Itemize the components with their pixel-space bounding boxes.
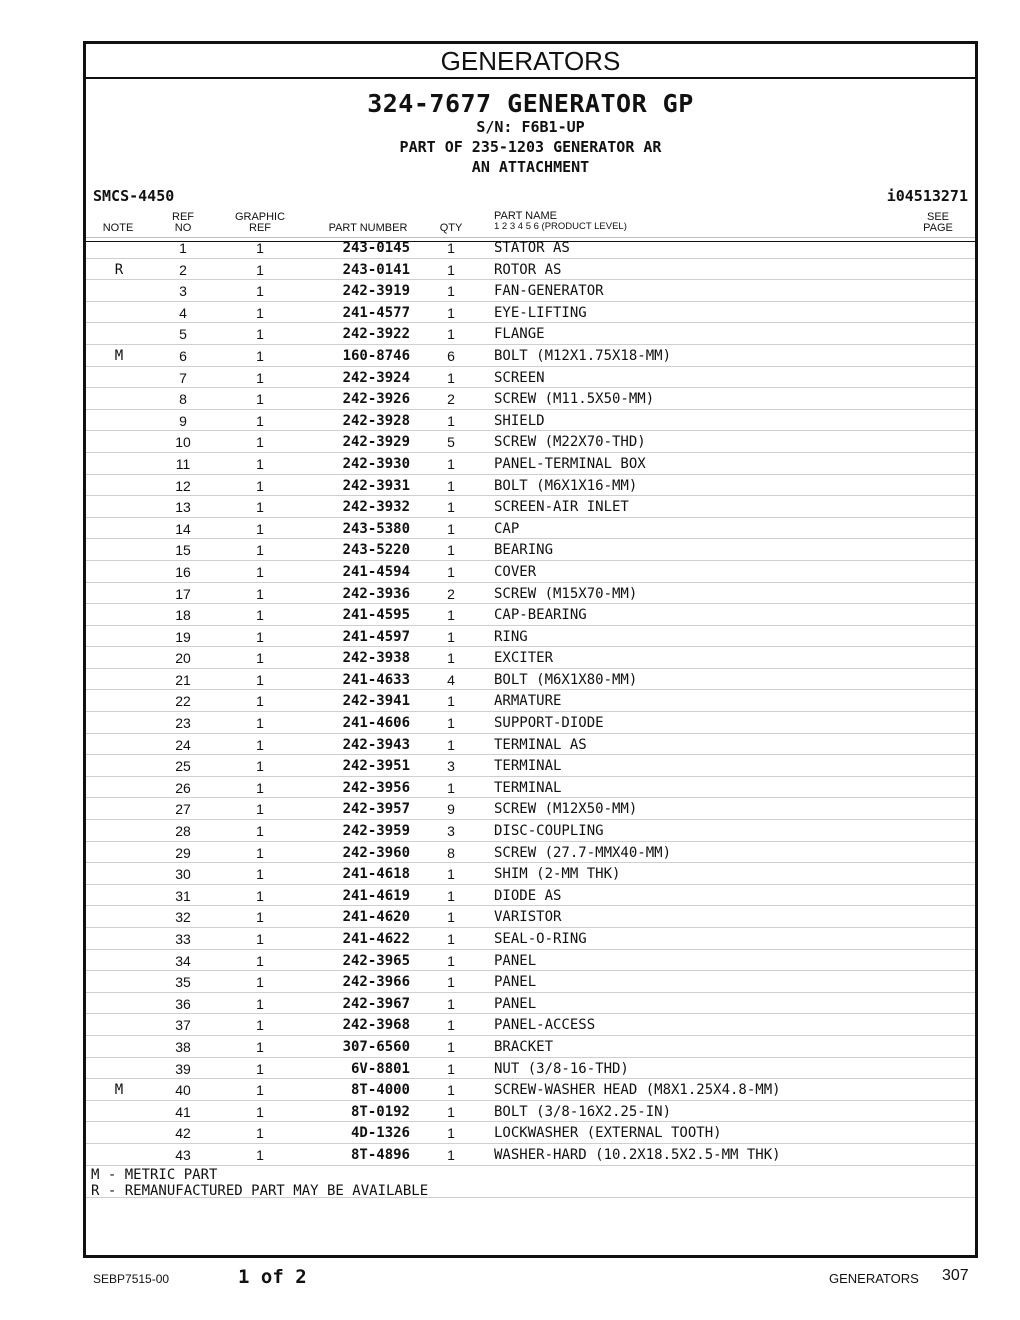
- graphic-ref-cell: 1: [256, 650, 264, 667]
- graphic-ref-cell: 1: [256, 779, 264, 796]
- ref-number-cell: 15: [175, 542, 191, 559]
- part-name-cell: VARISTOR: [494, 909, 562, 926]
- quantity-cell: 1: [447, 261, 455, 278]
- col-ref-top: REF: [172, 211, 194, 223]
- graphic-ref-cell: 1: [256, 693, 264, 710]
- ref-number-cell: 21: [175, 671, 191, 688]
- quantity-cell: 1: [447, 974, 455, 991]
- table-row: [86, 755, 975, 777]
- quantity-cell: 1: [447, 909, 455, 926]
- table-row: [86, 993, 975, 1015]
- col-see-top: SEE: [926, 211, 949, 223]
- parts-list-frame: [83, 41, 978, 1258]
- ref-number-cell: 8: [179, 391, 187, 408]
- part-name-cell: EXCITER: [494, 650, 554, 667]
- graphic-ref-cell: 1: [256, 628, 264, 645]
- ref-number-cell: 9: [179, 412, 187, 429]
- serial-number: S/N: F6B1-UP: [476, 118, 585, 136]
- graphic-ref-cell: 1: [256, 412, 264, 429]
- ref-number-cell: 3: [179, 283, 187, 300]
- part-number-cell: 242-3938: [342, 650, 410, 667]
- ref-number-cell: 33: [175, 931, 191, 947]
- part-number-cell: 242-3966: [342, 974, 410, 991]
- ref-number-cell: 4: [179, 304, 187, 321]
- part-number-cell: 242-3929: [342, 434, 410, 451]
- graphic-ref-cell: 1: [256, 240, 264, 256]
- ref-number-cell: 16: [175, 563, 191, 580]
- graphic-ref-cell: 1: [256, 866, 264, 883]
- part-name-cell: SCREEN-AIR INLET: [494, 499, 629, 516]
- ref-number-cell: 24: [175, 736, 191, 753]
- ref-number-cell: 31: [175, 887, 191, 904]
- quantity-cell: 1: [447, 326, 455, 343]
- col-ref-bottom: NO: [174, 222, 192, 234]
- part-name-cell: CAP-BEARING: [494, 607, 587, 624]
- table-row: [86, 323, 975, 345]
- graphic-ref-cell: 1: [256, 304, 264, 321]
- quantity-cell: 1: [447, 542, 455, 559]
- part-name-cell: SCREW (M22X70-THD): [494, 434, 646, 451]
- table-row: [86, 712, 975, 734]
- col-see-bottom: PAGE: [923, 222, 953, 234]
- part-number-cell: 4D-1326: [350, 1125, 410, 1142]
- publication-number: SEBP7515-00: [93, 1272, 170, 1286]
- quantity-cell: 1: [447, 628, 455, 645]
- quantity-cell: 1: [447, 1082, 455, 1099]
- part-number-cell: 243-0141: [342, 261, 410, 278]
- part-number-cell: 242-3968: [342, 1017, 410, 1034]
- table-row: [86, 453, 975, 475]
- part-name-cell: SCREEN: [494, 369, 545, 386]
- col-graphic-top: GRAPHIC: [234, 211, 286, 223]
- quantity-cell: 1: [447, 283, 455, 300]
- part-name-cell: PANEL: [494, 995, 537, 1012]
- col-part-number: PART NUMBER: [328, 222, 408, 234]
- graphic-ref-cell: 1: [256, 283, 264, 300]
- part-name-cell: PANEL-ACCESS: [494, 1017, 596, 1034]
- quantity-cell: 1: [447, 1060, 455, 1077]
- part-number-cell: 242-3943: [342, 736, 410, 753]
- part-number-cell: 242-3932: [342, 499, 410, 516]
- quantity-cell: 2: [447, 391, 455, 408]
- part-number-cell: 242-3941: [342, 693, 410, 710]
- part-name-cell: PANEL: [494, 952, 537, 969]
- graphic-ref-cell: 1: [256, 1038, 264, 1055]
- table-row: [86, 1079, 975, 1101]
- quantity-cell: 1: [447, 1017, 455, 1034]
- part-name-cell: NUT (3/8-16-THD): [494, 1060, 629, 1077]
- quantity-cell: 1: [447, 563, 455, 580]
- part-number-cell: 242-3930: [342, 455, 410, 472]
- table-row: [86, 388, 975, 410]
- part-number-cell: 243-5380: [342, 520, 410, 537]
- col-part-name: PART NAME: [494, 210, 557, 222]
- table-row: [86, 734, 975, 756]
- graphic-ref-cell: 1: [256, 974, 264, 991]
- table-row: [86, 669, 975, 691]
- part-number-cell: 241-4622: [342, 931, 410, 947]
- table-row: [86, 906, 975, 928]
- part-number-cell: 8T-0192: [350, 1103, 410, 1120]
- part-number-cell: 241-4595: [342, 607, 410, 624]
- table-row: [86, 237, 975, 259]
- quantity-cell: 3: [447, 823, 455, 840]
- table-row: [86, 820, 975, 842]
- graphic-ref-cell: 1: [256, 477, 264, 494]
- quantity-cell: 2: [447, 585, 455, 602]
- quantity-cell: 1: [447, 477, 455, 494]
- quantity-cell: 1: [447, 369, 455, 386]
- col-product-level: 1 2 3 4 5 6 (PRODUCT LEVEL): [494, 221, 627, 232]
- attachment-line: AN ATTACHMENT: [471, 158, 590, 176]
- smcs-code: SMCS-4450: [93, 187, 175, 205]
- ref-number-cell: 29: [175, 844, 191, 861]
- ref-number-cell: 20: [175, 650, 191, 667]
- ref-number-cell: 10: [175, 434, 191, 451]
- graphic-ref-cell: 1: [256, 520, 264, 537]
- graphic-ref-cell: 1: [256, 823, 264, 840]
- quantity-cell: 1: [447, 887, 455, 904]
- table-row: [86, 690, 975, 712]
- part-number-cell: 242-3967: [342, 995, 410, 1012]
- part-name-cell: BOLT (M6X1X80-MM): [494, 671, 638, 688]
- graphic-ref-cell: 1: [256, 369, 264, 386]
- part-name-cell: SEAL-O-RING: [494, 931, 587, 947]
- ref-number-cell: 38: [175, 1038, 191, 1055]
- part-number-cell: 241-4597: [342, 628, 410, 645]
- page-of: 1 of 2: [238, 1266, 307, 1288]
- ref-number-cell: 32: [175, 909, 191, 926]
- quantity-cell: 1: [447, 1038, 455, 1055]
- note-cell: M: [114, 347, 124, 364]
- ref-number-cell: 19: [175, 628, 191, 645]
- table-row: [86, 950, 975, 972]
- part-number-cell: 8T-4000: [350, 1082, 410, 1099]
- quantity-cell: 1: [447, 952, 455, 969]
- ref-number-cell: 41: [175, 1103, 191, 1120]
- section-band: GENERATORS: [86, 44, 975, 79]
- notes-block: [91, 1168, 428, 1199]
- ref-number-cell: 27: [175, 801, 191, 818]
- table-row: [86, 863, 975, 885]
- part-name-cell: BOLT (M12X1.75X18-MM): [494, 347, 672, 364]
- ref-number-cell: 5: [179, 326, 187, 343]
- quantity-cell: 1: [447, 607, 455, 624]
- quantity-cell: 1: [447, 240, 455, 256]
- quantity-cell: 1: [447, 1125, 455, 1142]
- illustration-id: i04513271: [886, 187, 968, 205]
- parts-table: [86, 237, 975, 1166]
- note-metric: M - METRIC PART: [91, 1167, 218, 1183]
- part-name-cell: EYE-LIFTING: [494, 304, 587, 321]
- graphic-ref-cell: 1: [256, 347, 264, 364]
- quantity-cell: 1: [447, 866, 455, 883]
- footer-section: GENERATORS: [829, 1271, 919, 1286]
- part-name-cell: RING: [494, 628, 528, 645]
- page-number: 307: [942, 1267, 969, 1284]
- column-header: [86, 209, 975, 238]
- graphic-ref-cell: 1: [256, 261, 264, 278]
- part-name-cell: PANEL: [494, 974, 537, 991]
- table-row: [86, 539, 975, 561]
- quantity-cell: 8: [447, 844, 455, 861]
- col-note: NOTE: [102, 222, 134, 234]
- graphic-ref-cell: 1: [256, 434, 264, 451]
- table-row: [86, 496, 975, 518]
- table-row: [86, 345, 975, 367]
- part-name-cell: LOCKWASHER (EXTERNAL TOOTH): [494, 1125, 722, 1142]
- quantity-cell: 1: [447, 931, 455, 947]
- graphic-ref-cell: 1: [256, 607, 264, 624]
- part-name-cell: CAP: [494, 520, 520, 537]
- table-row: [86, 280, 975, 302]
- part-name-cell: WASHER-HARD (10.2X18.5X2.5-MM THK): [494, 1146, 781, 1163]
- part-number-cell: 241-4606: [342, 715, 410, 732]
- quantity-cell: 4: [447, 671, 455, 688]
- col-qty: QTY: [439, 222, 463, 234]
- quantity-cell: 1: [447, 499, 455, 516]
- table-row: [86, 518, 975, 540]
- ref-number-cell: 40: [175, 1082, 191, 1099]
- graphic-ref-cell: 1: [256, 1017, 264, 1034]
- note-remanufactured: R - REMANUFACTURED PART MAY BE AVAILABLE: [91, 1182, 429, 1199]
- table-row: [86, 302, 975, 324]
- part-name-cell: BEARING: [494, 542, 554, 559]
- part-number-cell: 242-3957: [342, 801, 410, 818]
- note-cell: R: [114, 261, 124, 278]
- part-number-cell: 160-8746: [342, 347, 410, 364]
- ref-number-cell: 37: [175, 1017, 191, 1034]
- table-row: [86, 1036, 975, 1058]
- graphic-ref-cell: 1: [256, 542, 264, 559]
- graphic-ref-cell: 1: [256, 952, 264, 969]
- graphic-ref-cell: 1: [256, 801, 264, 818]
- table-row: [86, 777, 975, 799]
- graphic-ref-cell: 1: [256, 844, 264, 861]
- part-name-cell: ROTOR AS: [494, 261, 562, 278]
- ref-number-cell: 23: [175, 715, 191, 732]
- ref-number-cell: 36: [175, 995, 191, 1012]
- table-row: [86, 842, 975, 864]
- part-name-cell: SHIELD: [494, 412, 545, 429]
- table-row: [86, 1058, 975, 1080]
- part-name-cell: FLANGE: [494, 326, 545, 343]
- graphic-ref-cell: 1: [256, 326, 264, 343]
- part-name-cell: DIODE AS: [494, 887, 562, 904]
- part-number-cell: 242-3931: [342, 477, 410, 494]
- part-name-cell: SUPPORT-DIODE: [494, 715, 604, 732]
- part-number-cell: 307-6560: [342, 1038, 410, 1055]
- table-row: [86, 647, 975, 669]
- part-number-cell: 242-3956: [342, 779, 410, 796]
- part-number-cell: 242-3951: [342, 758, 410, 775]
- part-name-cell: SCREW (M12X50-MM): [494, 801, 638, 818]
- part-number-cell: 241-4618: [342, 866, 410, 883]
- part-number-cell: 8T-4896: [350, 1146, 410, 1163]
- part-name-cell: SCREW (27.7-MMX40-MM): [494, 844, 672, 861]
- part-number-cell: 243-0145: [342, 240, 410, 256]
- part-name-cell: TERMINAL: [494, 758, 562, 775]
- quantity-cell: 1: [447, 1103, 455, 1120]
- ref-number-cell: 17: [175, 585, 191, 602]
- ref-number-cell: 12: [175, 477, 191, 494]
- quantity-cell: 3: [447, 758, 455, 775]
- quantity-cell: 1: [447, 304, 455, 321]
- graphic-ref-cell: 1: [256, 1060, 264, 1077]
- table-row: [86, 626, 975, 648]
- table-row: [86, 583, 975, 605]
- graphic-ref-cell: 1: [256, 1125, 264, 1142]
- part-number-cell: 6V-8801: [350, 1060, 410, 1077]
- ref-number-cell: 28: [175, 823, 191, 840]
- quantity-cell: 1: [447, 736, 455, 753]
- part-number-cell: 241-4619: [342, 887, 410, 904]
- ref-number-cell: 25: [175, 758, 191, 775]
- part-name-cell: FAN-GENERATOR: [494, 283, 604, 300]
- graphic-ref-cell: 1: [256, 1146, 264, 1163]
- part-of-line: PART OF 235-1203 GENERATOR AR: [399, 138, 662, 156]
- ref-number-cell: 18: [175, 607, 191, 624]
- table-row: [86, 798, 975, 820]
- part-name-cell: TERMINAL: [494, 779, 562, 796]
- graphic-ref-cell: 1: [256, 391, 264, 408]
- ref-number-cell: 2: [179, 261, 187, 278]
- graphic-ref-cell: 1: [256, 887, 264, 904]
- part-name-cell: DISC-COUPLING: [494, 823, 604, 840]
- note-cell: M: [114, 1082, 124, 1099]
- table-row: [86, 1122, 975, 1144]
- part-number-cell: 242-3965: [342, 952, 410, 969]
- table-row: [86, 604, 975, 626]
- graphic-ref-cell: 1: [256, 758, 264, 775]
- ref-number-cell: 39: [175, 1060, 191, 1077]
- part-number-cell: 242-3919: [342, 283, 410, 300]
- graphic-ref-cell: 1: [256, 563, 264, 580]
- ref-number-cell: 6: [179, 347, 187, 364]
- ref-number-cell: 14: [175, 520, 191, 537]
- quantity-cell: 1: [447, 650, 455, 667]
- quantity-cell: 1: [447, 455, 455, 472]
- quantity-cell: 5: [447, 434, 455, 451]
- part-name-cell: SCREW (M15X70-MM): [494, 585, 638, 602]
- graphic-ref-cell: 1: [256, 736, 264, 753]
- part-number-cell: 242-3922: [342, 326, 410, 343]
- part-name-cell: BOLT (M6X1X16-MM): [494, 477, 638, 494]
- part-name-cell: BRACKET: [494, 1038, 554, 1055]
- quantity-cell: 6: [447, 347, 455, 364]
- part-name-cell: COVER: [494, 563, 537, 580]
- part-number-cell: 241-4577: [342, 304, 410, 321]
- table-row: [86, 1144, 975, 1166]
- graphic-ref-cell: 1: [256, 499, 264, 516]
- part-number-cell: 242-3928: [342, 412, 410, 429]
- part-number-cell: 241-4633: [342, 671, 410, 688]
- part-number-cell: 241-4620: [342, 909, 410, 926]
- part-name-cell: TERMINAL AS: [494, 736, 587, 753]
- part-number-cell: 242-3936: [342, 585, 410, 602]
- part-number-cell: 243-5220: [342, 542, 410, 559]
- table-row: [86, 971, 975, 993]
- part-number-cell: 242-3926: [342, 391, 410, 408]
- table-row: [86, 259, 975, 281]
- ref-number-cell: 13: [175, 499, 191, 516]
- quantity-cell: 1: [447, 779, 455, 796]
- ref-number-cell: 1: [179, 240, 187, 256]
- quantity-cell: 1: [447, 715, 455, 732]
- quantity-cell: 1: [447, 693, 455, 710]
- part-name-cell: BOLT (3/8-16X2.25-IN): [494, 1103, 672, 1120]
- part-number-cell: 242-3959: [342, 823, 410, 840]
- quantity-cell: 1: [447, 412, 455, 429]
- ref-number-cell: 34: [175, 952, 191, 969]
- quantity-cell: 9: [447, 801, 455, 818]
- graphic-ref-cell: 1: [256, 455, 264, 472]
- quantity-cell: 1: [447, 1146, 455, 1163]
- table-row: [86, 410, 975, 432]
- ref-number-cell: 11: [175, 455, 191, 472]
- page-footer: [0, 1262, 1020, 1292]
- graphic-ref-cell: 1: [256, 585, 264, 602]
- ref-number-cell: 22: [175, 693, 191, 710]
- graphic-ref-cell: 1: [256, 1103, 264, 1120]
- part-name-cell: PANEL-TERMINAL BOX: [494, 455, 646, 472]
- part-name-cell: SCREW (M11.5X50-MM): [494, 391, 655, 408]
- part-number-cell: 242-3960: [342, 844, 410, 861]
- part-name-cell: STATOR AS: [494, 240, 570, 256]
- ref-number-cell: 26: [175, 779, 191, 796]
- part-name-cell: SCREW-WASHER HEAD (M8X1.25X4.8-MM): [494, 1082, 781, 1099]
- table-row: [86, 1101, 975, 1123]
- ref-number-cell: 43: [175, 1146, 191, 1163]
- graphic-ref-cell: 1: [256, 909, 264, 926]
- graphic-ref-cell: 1: [256, 715, 264, 732]
- table-row: [86, 367, 975, 389]
- part-number-cell: 241-4594: [342, 563, 410, 580]
- part-number-cell: 242-3924: [342, 369, 410, 386]
- ref-number-cell: 35: [175, 974, 191, 991]
- graphic-ref-cell: 1: [256, 1082, 264, 1099]
- ref-number-cell: 30: [175, 866, 191, 883]
- group-title: 324-7677 GENERATOR GP: [367, 89, 694, 118]
- table-row: [86, 885, 975, 907]
- part-name-cell: SHIM (2-MM THK): [494, 866, 621, 883]
- col-graphic-bottom: REF: [249, 222, 271, 234]
- table-row: [86, 561, 975, 583]
- ref-number-cell: 7: [179, 369, 187, 386]
- part-name-cell: ARMATURE: [494, 693, 562, 710]
- ref-number-cell: 42: [175, 1125, 191, 1142]
- graphic-ref-cell: 1: [256, 671, 264, 688]
- table-row: [86, 928, 975, 950]
- table-row: [86, 475, 975, 497]
- quantity-cell: 1: [447, 995, 455, 1012]
- table-row: [86, 431, 975, 453]
- graphic-ref-cell: 1: [256, 931, 264, 947]
- quantity-cell: 1: [447, 520, 455, 537]
- notes-divider: [86, 1197, 975, 1198]
- table-row: [86, 1014, 975, 1036]
- graphic-ref-cell: 1: [256, 995, 264, 1012]
